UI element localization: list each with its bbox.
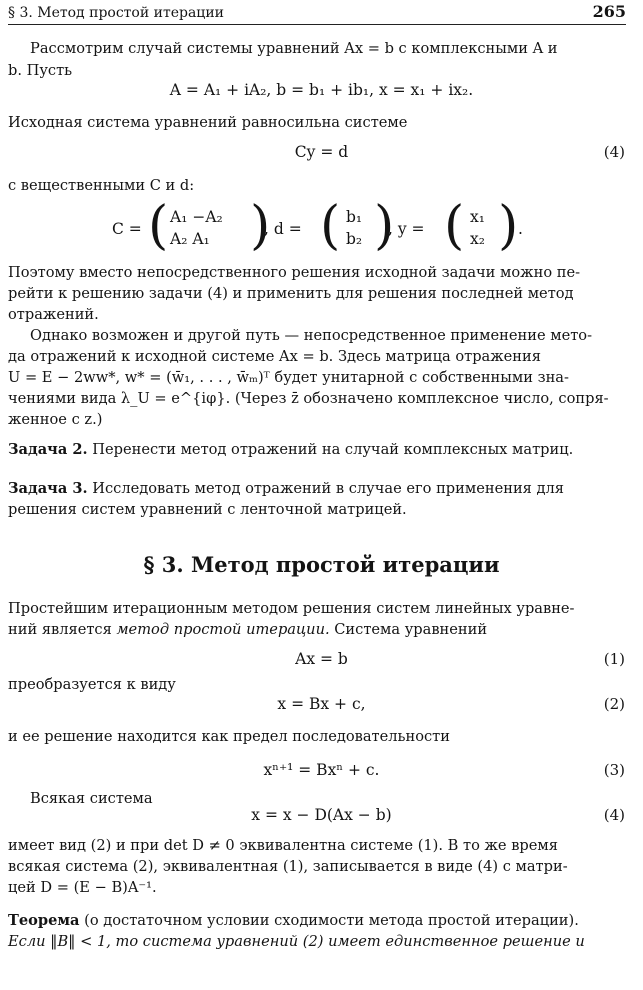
matrix-d-row: b₂ <box>346 230 363 248</box>
text-line: рейти к решению задачи (4) и применить для решения последней метод <box>8 285 574 302</box>
theorem <box>8 912 579 930</box>
equation-number: (2) <box>603 695 625 713</box>
equation: xⁿ⁺¹ = Bxⁿ + c. <box>263 761 380 779</box>
matrix-y-label: , y = <box>388 220 425 238</box>
running-header <box>8 2 626 25</box>
matrix-d-row: b₁ <box>346 208 363 226</box>
text-line: да отражений к исходной системе Ax = b. Здесь матрица отражения <box>8 348 541 365</box>
left-paren: ( <box>444 196 465 256</box>
task-2 <box>8 441 573 459</box>
text-line: и ее решение находится как предел последовательности <box>8 728 450 745</box>
text-line: всякая система (2), эквивалентная (1), записывается в виде (4) с матри- <box>8 858 568 875</box>
text-line: Рассмотрим случай системы уравнений Ax = b с комплексными A и <box>30 40 558 57</box>
text-line <box>8 621 487 639</box>
term-italic: метод простой итерации. <box>116 621 330 638</box>
matrix-y-row: x₂ <box>470 230 485 248</box>
task-3 <box>8 480 564 498</box>
equation-number: (1) <box>603 650 625 668</box>
right-paren: ) <box>498 196 519 256</box>
text-line: Поэтому вместо непосредственного решения исходной задачи можно пе- <box>8 264 581 281</box>
section-title: § 3. Метод простой итерации <box>143 552 500 577</box>
text-span: Система уравнений <box>329 621 488 638</box>
left-paren: ( <box>148 196 169 256</box>
text-line: Однако возможен и другой путь — непосредственное применение мето- <box>30 327 593 344</box>
task-label: Задача 2. <box>8 441 88 458</box>
matrix-c-row: A₁ −A₂ <box>170 208 223 226</box>
theorem-label: Теорема <box>8 912 80 929</box>
right-paren: ) <box>250 196 271 256</box>
running-title: § 3. Метод простой итерации <box>8 5 224 21</box>
matrix-y-row: x₁ <box>470 208 485 226</box>
matrix-end: . <box>518 220 523 238</box>
task-text: Перенести метод отражений на случай комплексных матриц. <box>87 441 574 458</box>
task-text: Исследовать метод отражений в случае его применения для <box>87 480 564 497</box>
theorem-statement: Если ‖B‖ < 1, то система уравнений (2) имеет единственное решение и <box>8 933 585 950</box>
text-line: с вещественными C и d: <box>8 177 195 194</box>
text-line: чениями вида λ_U = e^{iφ}. (Через z̄ обозначено комплексное число, сопря- <box>8 390 609 407</box>
text-line: Простейшим итерационным методом решения систем линейных уравне- <box>8 600 575 617</box>
text-line: Исходная система уравнений равносильна системе <box>8 114 408 131</box>
text-line: решения систем уравнений с ленточной матрицей. <box>8 501 407 518</box>
matrix-d-label: , d = <box>264 220 302 238</box>
equation: x = x − D(Ax − b) <box>251 806 392 824</box>
text-line: Всякая система <box>30 790 153 807</box>
equation-number: (3) <box>603 761 625 779</box>
equation: Cy = d <box>294 143 349 161</box>
equation-split: A = A₁ + iA₂, b = b₁ + ib₁, x = x₁ + ix₂. <box>169 81 474 99</box>
equation: x = Bx + c, <box>277 695 366 713</box>
right-paren: ) <box>374 196 395 256</box>
equation-number: (4) <box>603 806 625 824</box>
page-number: 265 <box>592 2 626 21</box>
left-paren: ( <box>320 196 341 256</box>
matrix-c-row: A₂ A₁ <box>170 230 210 248</box>
theorem-text: (о достаточном условии сходимости метода простой итерации). <box>79 912 579 929</box>
text-line: цей D = (E − B)A⁻¹. <box>8 879 157 896</box>
task-label: Задача 3. <box>8 480 88 497</box>
text-line: имеет вид (2) и при det D ≠ 0 эквивалентна системе (1). В то же время <box>8 837 558 854</box>
text-span: ний является <box>8 621 117 638</box>
equation: Ax = b <box>295 650 348 668</box>
text-line: отражений. <box>8 306 99 323</box>
text-line: b. Пусть <box>8 62 73 79</box>
text-line: женное с z.) <box>8 411 103 428</box>
equation-number: (4) <box>603 143 625 161</box>
text-line: преобразуется к виду <box>8 676 176 693</box>
text-line: U = E − 2ww*, w* = (w̄₁, . . . , w̄ₘ)ᵀ будет унитарной с собственными зна- <box>8 369 569 386</box>
matrix-c-label: C = <box>112 220 142 238</box>
